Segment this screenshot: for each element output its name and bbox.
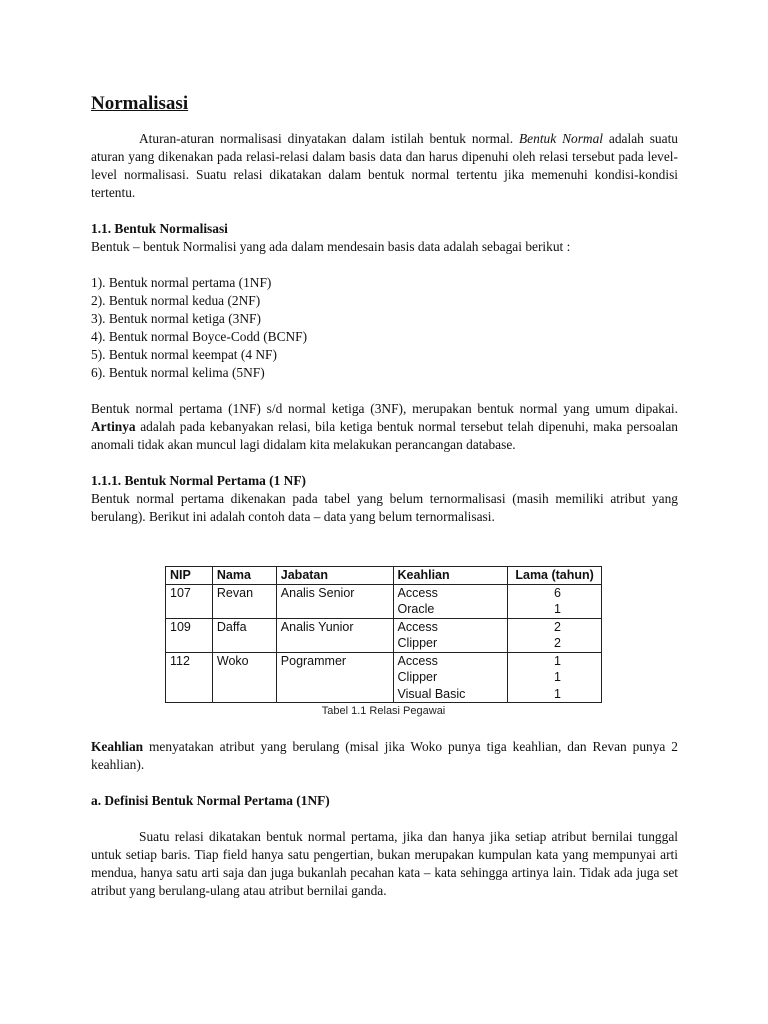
table-caption: Tabel 1.1 Relasi Pegawai bbox=[321, 705, 446, 717]
table-row bbox=[166, 652, 602, 703]
section-heading-1-1-1: 1.1.1. Bentuk Normal Pertama (1 NF) bbox=[91, 473, 306, 488]
keahlian-value: Clipper bbox=[397, 670, 438, 684]
table-row bbox=[166, 618, 602, 652]
keahlian-note-rest: menyatakan atribut yang berulang (misal jika Woko punya tiga keahlian, dan Revan punya 2 keahlian). bbox=[91, 739, 678, 772]
page-title: Normalisasi bbox=[91, 93, 189, 114]
list-item: 3). Bentuk normal ketiga (3NF) bbox=[91, 311, 261, 326]
definition-heading: a. Definisi Bentuk Normal Pertama (1NF) bbox=[91, 793, 330, 808]
relation-table-figure bbox=[165, 566, 602, 718]
cell-nama: Daffa bbox=[212, 618, 276, 652]
main-content bbox=[91, 92, 678, 526]
cell-jabatan: Analis Senior bbox=[276, 584, 393, 618]
section-text-1-1: Bentuk – bentuk Normalisi yang ada dalam mendesain basis data adalah sebagai berikut : bbox=[91, 239, 571, 254]
keahlian-value: Access bbox=[397, 585, 438, 600]
cell-keahlian bbox=[393, 652, 508, 703]
keahlian-value: Visual Basic bbox=[397, 686, 466, 701]
list-item: 4). Bentuk normal Boyce-Codd (BCNF) bbox=[91, 329, 308, 344]
keahlian-value: Access bbox=[397, 619, 438, 634]
after-table-content bbox=[91, 738, 678, 900]
lama-value: 2 bbox=[554, 636, 561, 650]
spacer bbox=[91, 810, 678, 828]
cell-nama: Revan bbox=[212, 584, 276, 618]
definition-paragraph: Suatu relasi dikatakan bentuk normal pertama, jika dan hanya jika setiap atribut bernilai tunggal untuk setiap baris. Tiap field hanya satu pengertian, bukan merupakan kumpulan kata yang mempunyai arti mendua, hanya satu arti saja dan juga bukanlah pecahan kata – kata sehingga artinya lain. Tidak ada juga set atribut yang berulang-ulang atau atribut bernilai ganda. bbox=[91, 829, 678, 898]
spacer bbox=[91, 454, 678, 472]
header-keahlian: Keahlian bbox=[393, 567, 508, 585]
lama-value: 2 bbox=[554, 619, 561, 634]
header-nama: Nama bbox=[212, 567, 276, 585]
cell-nip: 109 bbox=[166, 618, 213, 652]
summary-bold-term: Artinya bbox=[91, 419, 136, 434]
section-text-1-1-1: Bentuk normal pertama dikenakan pada tabel yang belum ternormalisasi (masih memiliki atribut yang berulang). Berikut ini adalah contoh data – data yang belum ternormalisasi. bbox=[91, 491, 678, 524]
cell-nip: 112 bbox=[166, 652, 213, 703]
cell-nip: 107 bbox=[166, 584, 213, 618]
lama-value: 1 bbox=[554, 653, 561, 668]
summary-rest: adalah pada kebanyakan relasi, bila ketiga bentuk normal tersebut telah dipenuhi, maka persoalan anomali tidak akan muncul lagi didalam kita melakukan perancangan database. bbox=[91, 419, 678, 452]
spacer bbox=[91, 256, 678, 274]
keahlian-bold-term: Keahlian bbox=[91, 739, 144, 754]
cell-keahlian bbox=[393, 618, 508, 652]
lama-value: 1 bbox=[554, 686, 561, 701]
cell-jabatan: Pogrammer bbox=[276, 652, 393, 703]
header-lama: Lama (tahun) bbox=[508, 567, 602, 585]
section-heading-1-1: 1.1. Bentuk Normalisasi bbox=[91, 221, 228, 236]
lama-value: 1 bbox=[554, 602, 561, 616]
cell-nama: Woko bbox=[212, 652, 276, 703]
summary-lead: Bentuk normal pertama (1NF) s/d normal ketiga (3NF), merupakan bentuk normal yang umum dipakai. bbox=[91, 401, 678, 416]
header-nip: NIP bbox=[166, 567, 213, 585]
cell-lama bbox=[508, 652, 602, 703]
cell-jabatan: Analis Yunior bbox=[276, 618, 393, 652]
intro-paragraph bbox=[91, 130, 678, 202]
cell-lama bbox=[508, 618, 602, 652]
summary-paragraph bbox=[91, 400, 678, 454]
list-item: 5). Bentuk normal keempat (4 NF) bbox=[91, 347, 277, 362]
keahlian-value: Clipper bbox=[397, 636, 438, 650]
spacer bbox=[91, 382, 678, 400]
list-item: 6). Bentuk normal kelima (5NF) bbox=[91, 365, 265, 380]
cell-keahlian bbox=[393, 584, 508, 618]
intro-rest: adalah suatu aturan yang dikenakan pada relasi-relasi dalam basis data dan harus dipenuhi oleh relasi tersebut pada level-level normalisasi. Suatu relasi dikatakan dalam bentuk normal tertentu jika memenuhi kondisi-kondisi tertentu. bbox=[91, 131, 678, 200]
table-row bbox=[166, 584, 602, 618]
keahlian-note bbox=[91, 738, 678, 774]
keahlian-value: Access bbox=[397, 653, 438, 668]
intro-italic-term: Bentuk Normal bbox=[519, 131, 603, 146]
keahlian-value: Oracle bbox=[397, 602, 435, 616]
lama-value: 1 bbox=[554, 670, 561, 684]
list-item: 2). Bentuk normal kedua (2NF) bbox=[91, 293, 261, 308]
list-item: 1). Bentuk normal pertama (1NF) bbox=[91, 275, 272, 290]
table-header-row bbox=[166, 567, 602, 585]
cell-lama bbox=[508, 584, 602, 618]
header-jabatan: Jabatan bbox=[276, 567, 393, 585]
relation-table bbox=[165, 566, 602, 703]
spacer bbox=[91, 774, 678, 792]
spacer bbox=[91, 202, 678, 220]
lama-value: 6 bbox=[554, 585, 561, 600]
intro-lead: Aturan-aturan normalisasi dinyatakan dalam istilah bentuk normal. bbox=[139, 131, 519, 146]
normal-form-list bbox=[91, 274, 678, 382]
